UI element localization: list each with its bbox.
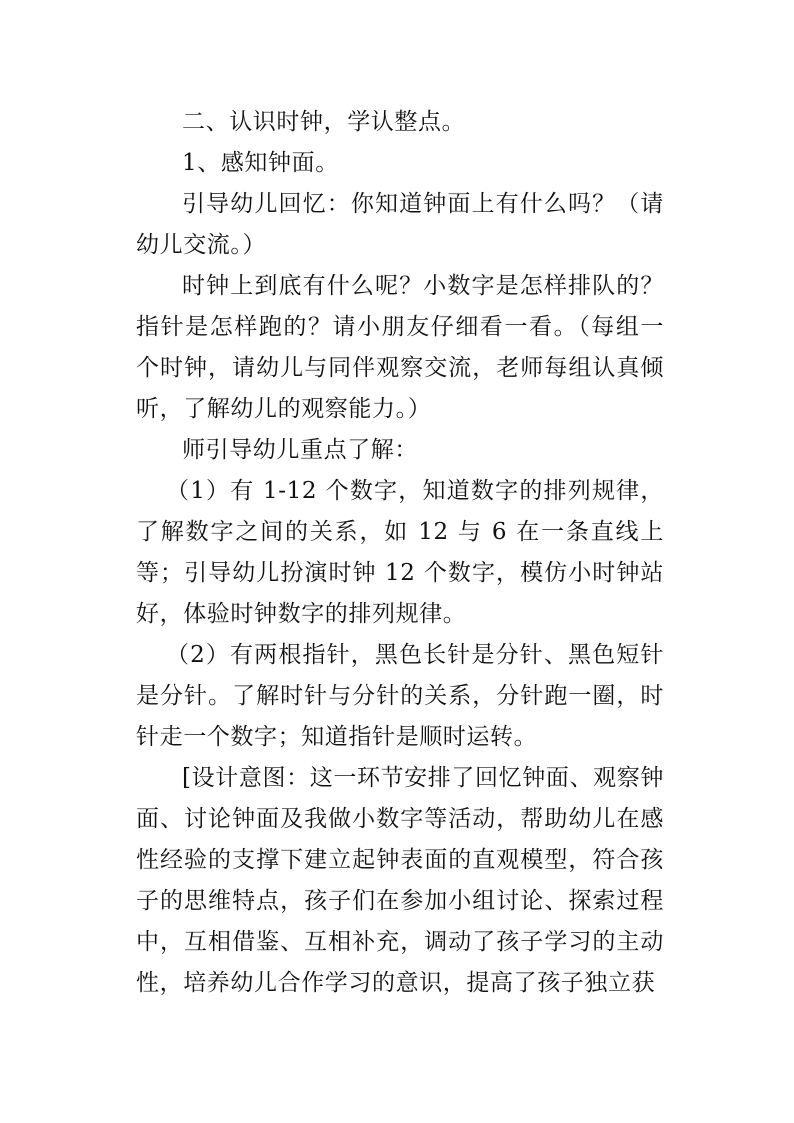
paragraph: 时钟上到底有什么呢？小数字是怎样排队的？指针是怎样跑的？请小朋友仔细看一看。（每组一个时钟，请幼儿与同伴观察交流，老师每组认真倾听，了解幼儿的观察能力。） <box>136 273 664 422</box>
subsection-heading: 1、感知钟面。 <box>182 150 339 176</box>
paragraph: 师引导幼儿重点了解： <box>182 437 418 463</box>
document-body <box>136 102 664 1004</box>
design-intent-paragraph: [设计意图：这一环节安排了回忆钟面、观察钟面、讨论钟面及我做小数字等活动，帮助幼儿在感性经验的支撑下建立起钟表面的直观模型，符合孩子的思维特点，孩子们在参加小组讨论、探索过程中，互相借鉴、互相补充，调动了孩子学习的主动性，培养幼儿合作学习的意识，提高了孩子独立获 <box>136 765 664 996</box>
numbered-item: （2）有两根指针，黑色长针是分针、黑色短针是分针。了解时针与分针的关系，分针跑一圈，时针走一个数字；知道指针是顺时运转。 <box>136 642 664 750</box>
numbered-item: （1）有 1-12 个数字，知道数字的排列规律，了解数字之间的关系，如 12 与 6 在一条直线上等；引导幼儿扮演时钟 12 个数字，模仿小时钟站好，体验时钟数字的排列规律。 <box>136 478 664 627</box>
section-heading: 二、认识时钟，学认整点。 <box>182 109 466 135</box>
paragraph: 引导幼儿回忆：你知道钟面上有什么吗？（请幼儿交流。） <box>136 191 664 258</box>
